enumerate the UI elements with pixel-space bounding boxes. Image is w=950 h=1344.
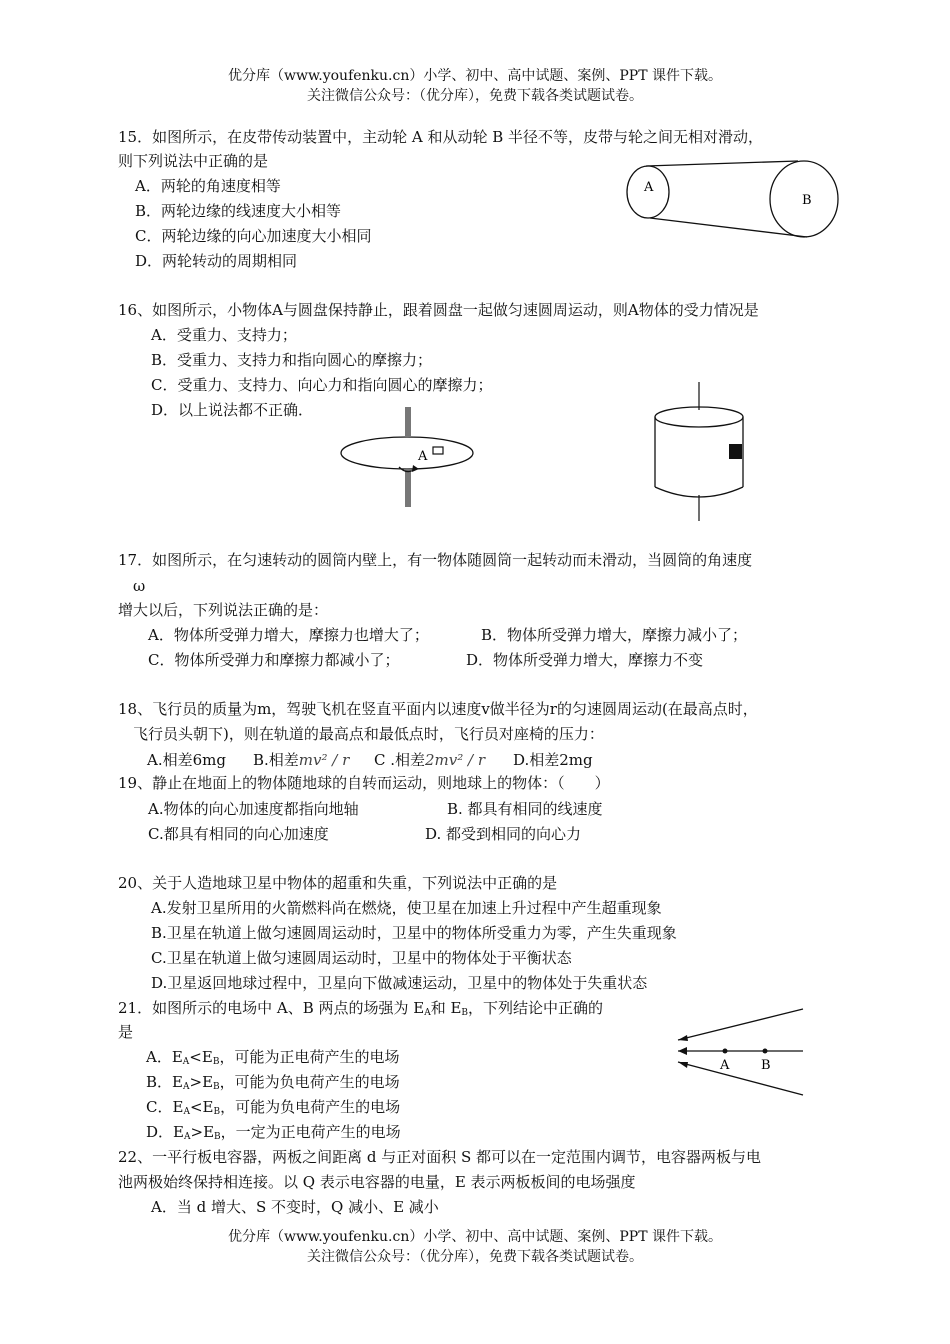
q16-stem: 16、如图所示，小物体A与圆盘保持静止，跟着圆盘一起做匀速圆周运动，则A物体的受力情况是 bbox=[118, 301, 759, 319]
q20-option-c: C.卫星在轨道上做匀速圆周运动时，卫星中的物体处于平衡状态 bbox=[151, 949, 572, 967]
q16-option-d: D．以上说法都不正确． bbox=[151, 401, 314, 419]
header-line-2: 关注微信公众号：（优分库），免费下载各类试题试卷。 bbox=[307, 88, 643, 104]
q18-option-a: A.相差6mg bbox=[147, 751, 226, 769]
footer-line-2: 关注微信公众号：（优分库），免费下载各类试题试卷。 bbox=[307, 1249, 643, 1265]
q21-sub-b: B bbox=[461, 1008, 469, 1018]
q15-stem-line-1: 15．如图所示，在皮带传动装置中，主动轮 A 和从动轮 B 半径不等，皮带与轮之间无相对滑动， bbox=[118, 128, 764, 146]
q18-option-b bbox=[253, 750, 349, 770]
q19-option-d: D. 都受到相同的向心力 bbox=[425, 825, 582, 843]
field-arrow-bottom bbox=[678, 1062, 688, 1068]
q17-stem-line-1: 17．如图所示，在匀速转动的圆筒内壁上，有一物体随圆筒一起转动而未滑动，当圆筒的角速度 bbox=[118, 551, 753, 569]
q21-option-b: B．$E_A>E_B$，可能为负电荷产生的电场 bbox=[146, 1073, 400, 1092]
footer-line-1: 优分库（www.youfenku.cn）小学、初中、高中试题、案例、PPT 课件下载。 bbox=[227, 1229, 722, 1245]
q20-option-b: B.卫星在轨道上做匀速圆周运动时，卫星中的物体所受重力为零，产生失重现象 bbox=[151, 924, 677, 942]
header-line-1: 优分库（www.youfenku.cn）小学、初中、高中试题、案例、PPT 课件下载。 bbox=[227, 68, 722, 84]
q21-stem-part-2: 和 E bbox=[430, 999, 462, 1017]
field-line-bottom bbox=[678, 1062, 803, 1095]
point-b bbox=[763, 1049, 768, 1054]
q20-stem: 20、关于人造地球卫星中物体的超重和失重，下列说法中正确的是 bbox=[118, 874, 558, 892]
wheel-b-label: B bbox=[802, 193, 812, 208]
q21-stem-line-1 bbox=[118, 998, 603, 1023]
q17-omega: ω bbox=[133, 577, 146, 595]
q21-option-a: A．$E_A<E_B$，可能为正电荷产生的电场 bbox=[146, 1048, 400, 1067]
axle-bottom bbox=[405, 469, 411, 507]
q15-option-a: A．两轮的角速度相等 bbox=[135, 177, 281, 195]
q20-option-a: A.发射卫星所用的火箭燃料尚在燃烧，使卫星在加速上升过程中产生超重现象 bbox=[151, 899, 662, 917]
belt-bottom bbox=[650, 218, 807, 237]
q17-option-a: A．物体所受弹力增大，摩擦力也增大了； bbox=[148, 626, 429, 644]
q19-stem: 19、静止在地面上的物体随地球的自转而运动，则地球上的物体：（ ） bbox=[118, 774, 610, 792]
q17-option-b: B．物体所受弹力增大，摩擦力减小了； bbox=[481, 626, 748, 644]
q22-stem-line-1: 22、一平行板电容器，两板之间距离 d 与正对面积 S 都可以在一定范围内调节，电容器两板与电 bbox=[118, 1148, 762, 1166]
q19-option-b: B. 都具有相同的线速度 bbox=[447, 800, 603, 818]
rotation-arrowhead bbox=[412, 465, 419, 472]
rotating-cylinder-figure bbox=[645, 380, 755, 525]
belt-drive-figure bbox=[620, 155, 845, 245]
q17-option-c: C．物体所受弹力和摩擦力都减小了； bbox=[148, 651, 400, 669]
q18-option-c-prefix: C .相差 bbox=[374, 751, 426, 769]
q18-stem-line-1: 18、飞行员的质量为m，驾驶飞机在竖直平面内以速度v做半径为r的匀速圆周运动(在最高点时， bbox=[118, 700, 758, 718]
q21-option-d: D．$E_A>E_B$，一定为正电荷产生的电场 bbox=[146, 1123, 401, 1142]
point-b-label: B bbox=[761, 1058, 771, 1073]
q22-stem-line-2: 池两极始终保持相连接。以 Q 表示电容器的电量，E 表示两板板间的电场强度 bbox=[118, 1173, 636, 1191]
q20-option-d: D.卫星返回地球过程中，卫星向下做减速运动，卫星中的物体处于失重状态 bbox=[151, 974, 648, 992]
field-arrow-top bbox=[678, 1035, 688, 1041]
q21-sub-a: A bbox=[424, 1008, 431, 1018]
q21-stem-part-3: ，下列结论中正确的 bbox=[468, 999, 604, 1017]
q16-option-a: A．受重力、支持力； bbox=[151, 326, 297, 344]
q21-option-c: C．$E_A<E_B$，可能为负电荷产生的电场 bbox=[146, 1098, 401, 1117]
q21-stem-line-2: 是 bbox=[118, 1023, 134, 1041]
object-a-block bbox=[433, 447, 443, 454]
q18-option-b-prefix: B.相差 bbox=[253, 751, 299, 769]
q18-option-b-formula: mv² / r bbox=[298, 751, 350, 769]
q17-stem-line-2: 增大以后，下列说法正确的是： bbox=[118, 601, 329, 619]
q19-option-c: C.都具有相同的向心加速度 bbox=[148, 825, 329, 843]
q16-option-c: C．受重力、支持力、向心力和指向圆心的摩擦力； bbox=[151, 376, 493, 394]
q15-option-d: D．两轮转动的周期相同 bbox=[135, 252, 298, 270]
q17-option-d: D．物体所受弹力增大，摩擦力不变 bbox=[466, 651, 704, 669]
q19-option-a: A.物体的向心加速度都指向地轴 bbox=[148, 800, 359, 818]
object-a-label: A bbox=[418, 449, 428, 464]
q18-option-c bbox=[374, 750, 485, 770]
q21-stem-part-1: 21．如图所示的电场中 A、B 两点的场强为 E bbox=[118, 999, 425, 1017]
q18-option-d: D.相差2mg bbox=[513, 751, 593, 769]
disc bbox=[341, 437, 473, 469]
q18-option-c-formula: 2mv² / r bbox=[425, 751, 486, 769]
belt-top bbox=[646, 161, 798, 166]
wheel-a-label: A bbox=[644, 180, 654, 195]
point-a-label: A bbox=[720, 1058, 730, 1073]
q22-option-a: A．当 d 增大、S 不变时，Q 减小、E 减小 bbox=[151, 1198, 439, 1216]
q18-stem-line-2: 飞行员头朝下)，则在轨道的最高点和最低点时，飞行员对座椅的压力： bbox=[133, 725, 604, 743]
field-arrow-middle bbox=[678, 1047, 687, 1055]
point-a bbox=[723, 1049, 728, 1054]
q15-option-b: B．两轮边缘的线速度大小相等 bbox=[135, 202, 342, 220]
electric-field-figure bbox=[672, 1005, 812, 1105]
axle-top bbox=[405, 407, 411, 437]
rotating-disc-figure bbox=[335, 405, 485, 515]
field-line-top bbox=[678, 1009, 803, 1040]
q15-option-c: C．两轮边缘的向心加速度大小相同 bbox=[135, 227, 372, 245]
object-block bbox=[729, 444, 742, 459]
q16-option-b: B．受重力、支持力和指向圆心的摩擦力； bbox=[151, 351, 433, 369]
q15-stem-line-2: 则下列说法中正确的是 bbox=[118, 152, 269, 170]
